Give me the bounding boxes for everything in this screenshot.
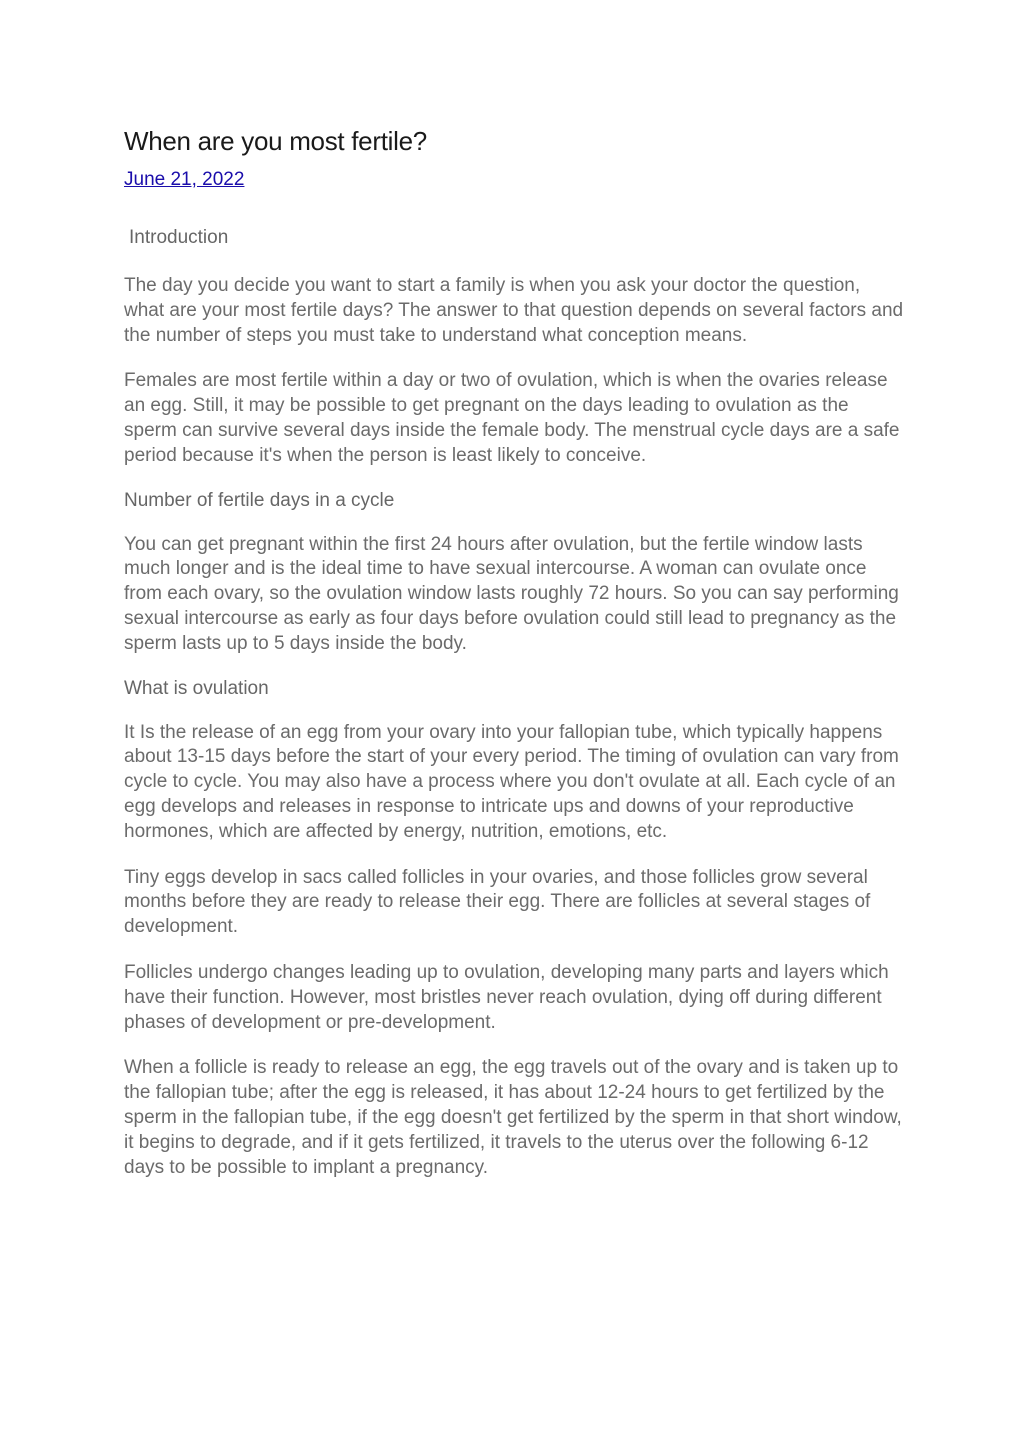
paragraph: You can get pregnant within the first 24 hours after ovulation, but the fertile window lasts much longer and is the ideal time to have sexual intercourse. A woman can ovulate once from each ovary, so the ovulation window lasts roughly 72 hours. So you can say performing sexual intercourse as early as four days before ovulation could still lead to pregnancy as the sperm lasts up to 5 days inside the body. [124,533,899,654]
section-heading-introduction: Introduction [129,227,229,248]
paragraph: When a follicle is ready to release an egg, the egg travels out of the ovary and is taken up to the fallopian tube; after the egg is released, it has about 12-24 hours to get fertilized by the sperm in the fallopian tube, if the egg doesn't get fertilized by the sperm in that short window, it begins to degrade, and if it gets fertilized, it travels to the uterus over the following 6-12 days to be possible to implant a pregnancy. [124,1057,902,1178]
paragraph: Females are most fertile within a day or two of ovulation, which is when the ovaries release an egg. Still, it may be possible to get pregnant on the days leading to ovulation as the sperm can survive several days inside the female body. The menstrual cycle days are a safe period because it's when the person is least likely to conceive. [124,370,900,466]
section-heading-fertile-days: Number of fertile days in a cycle [124,489,395,511]
page-title: When are you most fertile? [124,126,427,156]
paragraph: It Is the release of an egg from your ovary into your fallopian tube, which typically happens about 13-15 days before the start of your every period. The timing of ovulation can vary from cycle to cycle. You may also have a process where you don't ovulate at all. Each cycle of an egg develops and releases in response to intricate ups and downs of your reproductive hormones, which are affected by energy, nutrition, emotions, etc. [124,721,899,842]
date-link[interactable]: June 21, 2022 [124,169,245,190]
article [124,124,904,1180]
paragraph: Tiny eggs develop in sacs called follicles in your ovaries, and those follicles grow several months before they are ready to release their egg. There are follicles at several stages of development. [124,866,871,938]
paragraph: Follicles undergo changes leading up to ovulation, developing many parts and layers which have their function. However, most bristles never reach ovulation, dying off during different phases of development or pre-development. [124,961,889,1033]
paragraph: The day you decide you want to start a family is when you ask your doctor the question, what are your most fertile days? The answer to that question depends on several factors and the number of steps you must take to understand what conception means. [124,275,904,346]
section-heading-ovulation: What is ovulation [124,677,269,699]
